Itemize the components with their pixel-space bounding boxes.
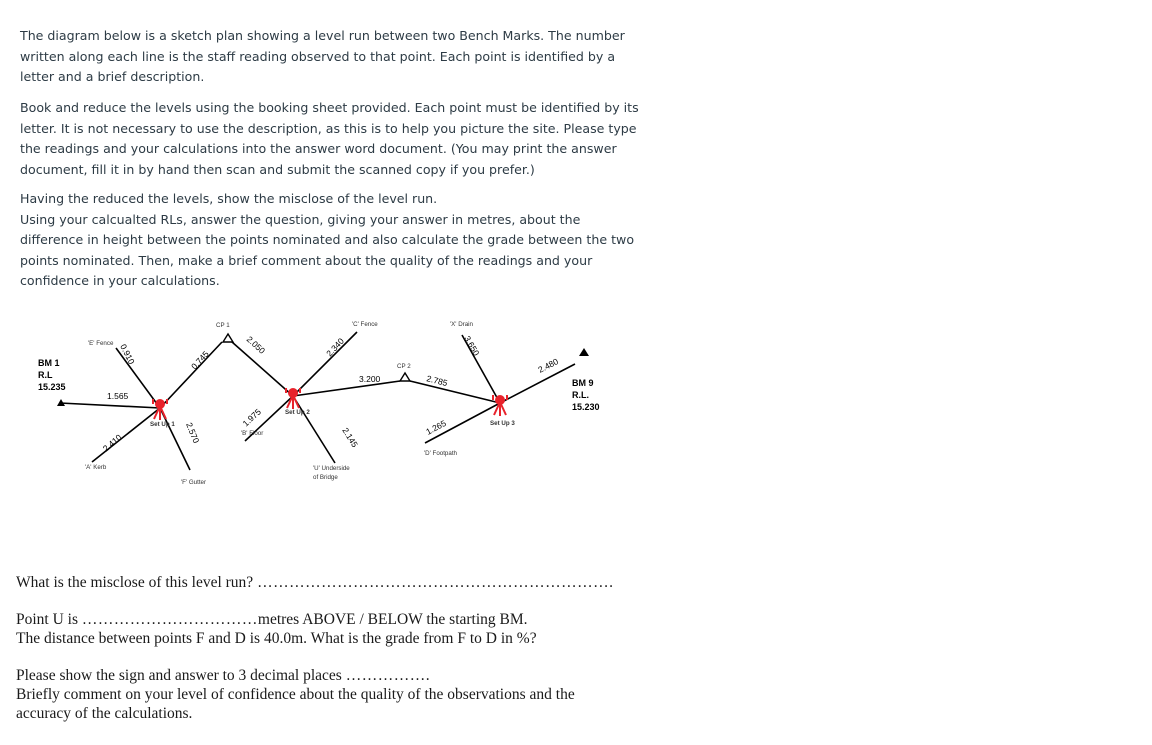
intro-paragraph-3a: Having the reduced the levels, show the misclose of the level run.	[20, 191, 438, 206]
point-u-label: 'U' Underside	[313, 465, 350, 472]
point-e-label: 'E' Fence	[88, 340, 114, 347]
intro-paragraph-3b: Using your calcualted RLs, answer the question, giving your answer in metres, about the difference in height between the points nominated and also calculate the grade between the two points nominated. Then, make a brief comment about the quality of the readings and your confidence in your calculations.	[20, 211, 635, 288]
point-cp2-label: CP 2	[397, 363, 411, 370]
point-b-label: 'B' Floor	[241, 430, 264, 437]
setup-1-label: Set Up 1	[150, 421, 175, 428]
intro-paragraph-1: The diagram below is a sketch plan showing a level run between two Bench Marks. The number written along each line is the staff reading observed to that point. Each point is identified by a letter and a brief description.	[20, 28, 625, 84]
question-point-u	[16, 611, 528, 629]
reading-f: 2.570	[184, 421, 202, 445]
bm9-rl-label: R.L.	[572, 390, 589, 400]
question-sign-decimals-text: Please show the sign and answer to 3 decimal places	[16, 667, 342, 684]
reading-d: 1.265	[424, 417, 448, 437]
reading-bm9: 2.480	[536, 356, 560, 375]
reading-cp2-fs: 3.200	[359, 374, 381, 384]
reading-cp2-bs: 2.785	[425, 373, 449, 389]
reading-x: 3.650	[462, 334, 482, 358]
point-cp1-label: CP 1	[216, 322, 230, 329]
sight-line-a	[92, 408, 160, 462]
setup-2-label: Set Up 2	[285, 409, 310, 416]
point-f-label: 'F' Gutter	[181, 479, 207, 486]
sight-line-bm1	[60, 403, 160, 408]
reading-a: 2.410	[100, 432, 124, 454]
reading-u: 2.145	[340, 425, 361, 450]
point-c-label: 'C' Fence	[352, 321, 378, 328]
question-point-u-end: metres ABOVE / BELOW the starting BM.	[257, 611, 528, 628]
question-confidence-cont: accuracy of the calculations.	[16, 705, 193, 722]
question-point-u-start: Point U is	[16, 611, 79, 628]
sight-line-c	[293, 332, 357, 396]
question-misclose	[16, 574, 613, 592]
question-sign-decimals	[16, 667, 430, 685]
answer-blank-grade[interactable]: …………….	[345, 667, 431, 684]
point-a-label: 'A' Kerb	[85, 464, 107, 471]
sight-line-cp2-fs	[293, 381, 400, 396]
answer-blank-misclose[interactable]: ………………………………………………………….	[257, 574, 614, 591]
bm1-rl-label: R.L	[38, 370, 53, 380]
reading-cp1-bs: 2.050	[244, 334, 268, 356]
reading-bm1: 1.565	[107, 391, 129, 401]
intro-paragraph-3	[20, 189, 640, 292]
point-x-label: 'X' Drain	[450, 321, 473, 328]
bm9-label: BM 9	[572, 378, 594, 388]
setup-3-label: Set Up 3	[490, 420, 515, 427]
bm9-rl-value: 15.230	[572, 402, 600, 412]
reading-c: 2.340	[324, 335, 346, 359]
reading-e: 0.910	[118, 342, 137, 366]
bm1-label: BM 1	[38, 358, 60, 368]
sight-line-u	[293, 396, 335, 463]
bm1-rl-value: 15.235	[38, 382, 66, 392]
question-confidence: Briefly comment on your level of confidence about the quality of the observations and the	[16, 686, 575, 703]
level-run-diagram	[0, 300, 640, 500]
bm9-triangle-marker	[579, 348, 589, 356]
intro-paragraph-2: Book and reduce the levels using the booking sheet provided. Each point must be identified by its letter. It is not necessary to use the description, as this is to help you picture the site. Please type the readings and your calculations into the answer word document. (You may print the answer document, fill it in by hand then scan and submit the scanned copy if you prefer.)	[20, 100, 639, 177]
cp2-triangle-marker	[400, 373, 410, 381]
question-grade: The distance between points F and D is 40.0m. What is the grade from F to D in %?	[16, 630, 537, 647]
sight-line-cp2-bs	[410, 381, 500, 403]
sight-line-cp1-fs	[160, 342, 222, 408]
reading-cp1-fs: 0.745	[189, 348, 211, 372]
cp1-triangle-marker	[223, 334, 233, 342]
answer-blank-point-u[interactable]: ……………………………	[81, 611, 258, 628]
question-misclose-text: What is the misclose of this level run?	[16, 574, 254, 591]
reading-b: 1.975	[240, 406, 263, 429]
point-u-label-2: of Bridge	[313, 474, 338, 481]
point-d-label: 'D' Footpath	[424, 450, 457, 457]
